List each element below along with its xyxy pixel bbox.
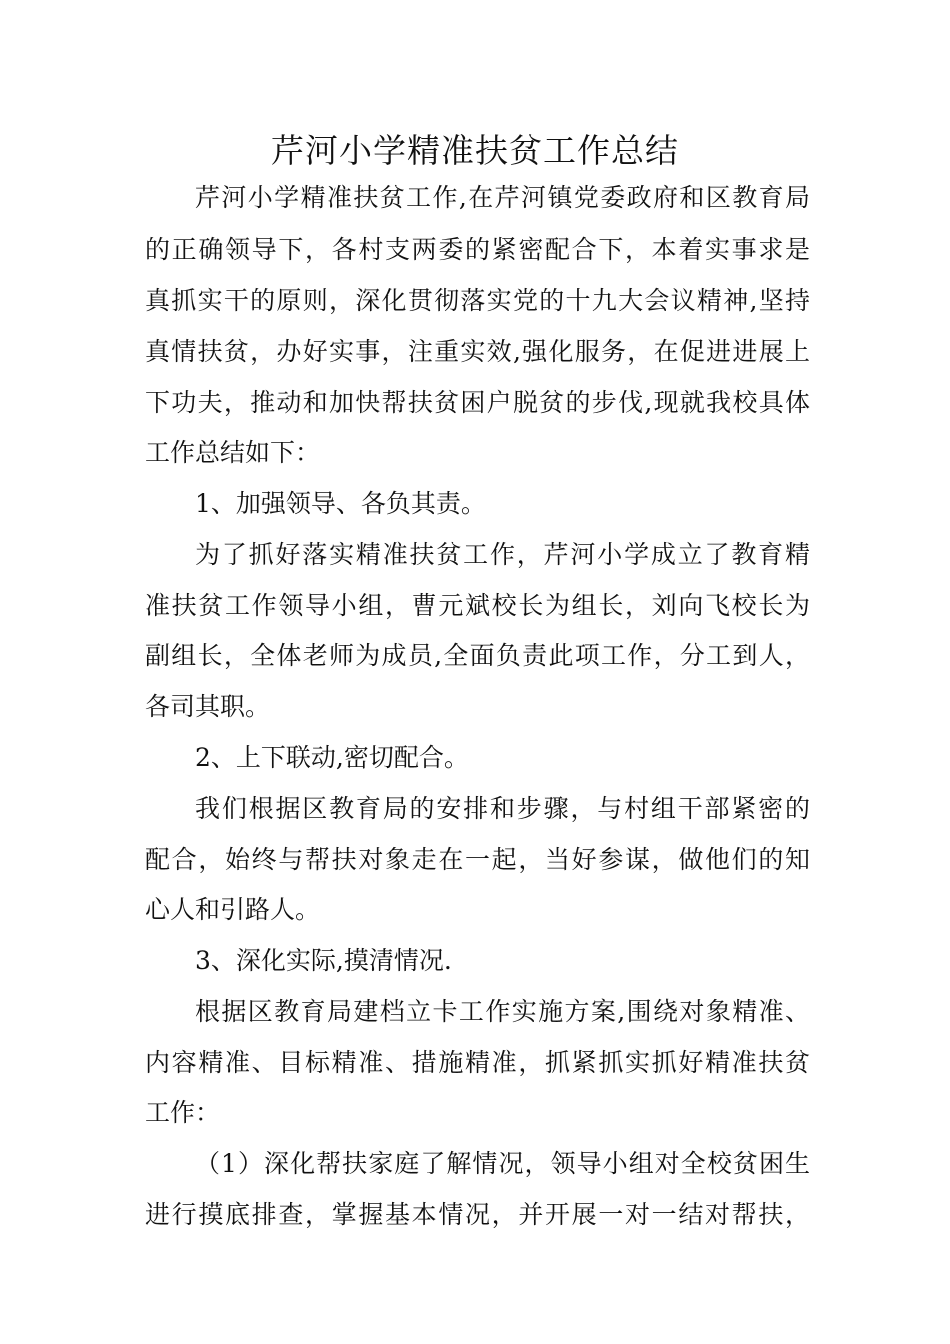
paragraph-line: 下功夫，推动和加快帮扶贫困户脱贫的步伐,现就我校具体 <box>145 388 810 417</box>
paragraph-line: 进行摸底排查，掌握基本情况，并开展一对一结对帮扶， <box>145 1200 810 1229</box>
section-heading: 2、上下联动,密切配合。 <box>195 743 469 772</box>
paragraph-line: 我们根据区教育局的安排和步骤，与村组干部紧密的 <box>195 794 810 823</box>
paragraph-line: 真抓实干的原则，深化贯彻落实党的十九大会议精神,坚持 <box>145 286 810 315</box>
paragraph-line: 工作总结如下： <box>145 438 321 467</box>
section-heading: 1、加强领导、各负其责。 <box>195 489 486 518</box>
paragraph-line: 心人和引路人。 <box>145 895 321 924</box>
paragraph-line: 各司其职。 <box>145 692 271 721</box>
paragraph-line: 工作： <box>145 1098 221 1127</box>
paragraph-line: 副组长，全体老师为成员,全面负责此项工作，分工到人， <box>145 641 810 670</box>
paragraph-line: 根据区教育局建档立卡工作实施方案,围绕对象精准、 <box>195 997 810 1026</box>
paragraph-line: 准扶贫工作领导小组，曹元斌校长为组长，刘向飞校长为 <box>145 591 810 620</box>
paragraph-line: 配合，始终与帮扶对象走在一起，当好参谋，做他们的知 <box>145 845 810 874</box>
section-heading: 3、深化实际,摸清情况. <box>195 946 452 975</box>
paragraph-line: 的正确领导下，各村支两委的紧密配合下，本着实事求是 <box>145 235 810 264</box>
paragraph-line: 为了抓好落实精准扶贫工作，芹河小学成立了教育精 <box>195 540 810 569</box>
paragraph-line: 内容精准、目标精准、措施精准，抓紧抓实抓好精准扶贫 <box>145 1048 810 1077</box>
paragraph-line: （1）深化帮扶家庭了解情况，领导小组对全校贫困生 <box>195 1149 810 1178</box>
paragraph-line: 芹河小学精准扶贫工作,在芹河镇党委政府和区教育局 <box>195 183 810 212</box>
paragraph-line: 真情扶贫，办好实事，注重实效,强化服务，在促进进展上 <box>145 337 810 366</box>
document-title: 芹河小学精准扶贫工作总结 <box>271 131 679 170</box>
